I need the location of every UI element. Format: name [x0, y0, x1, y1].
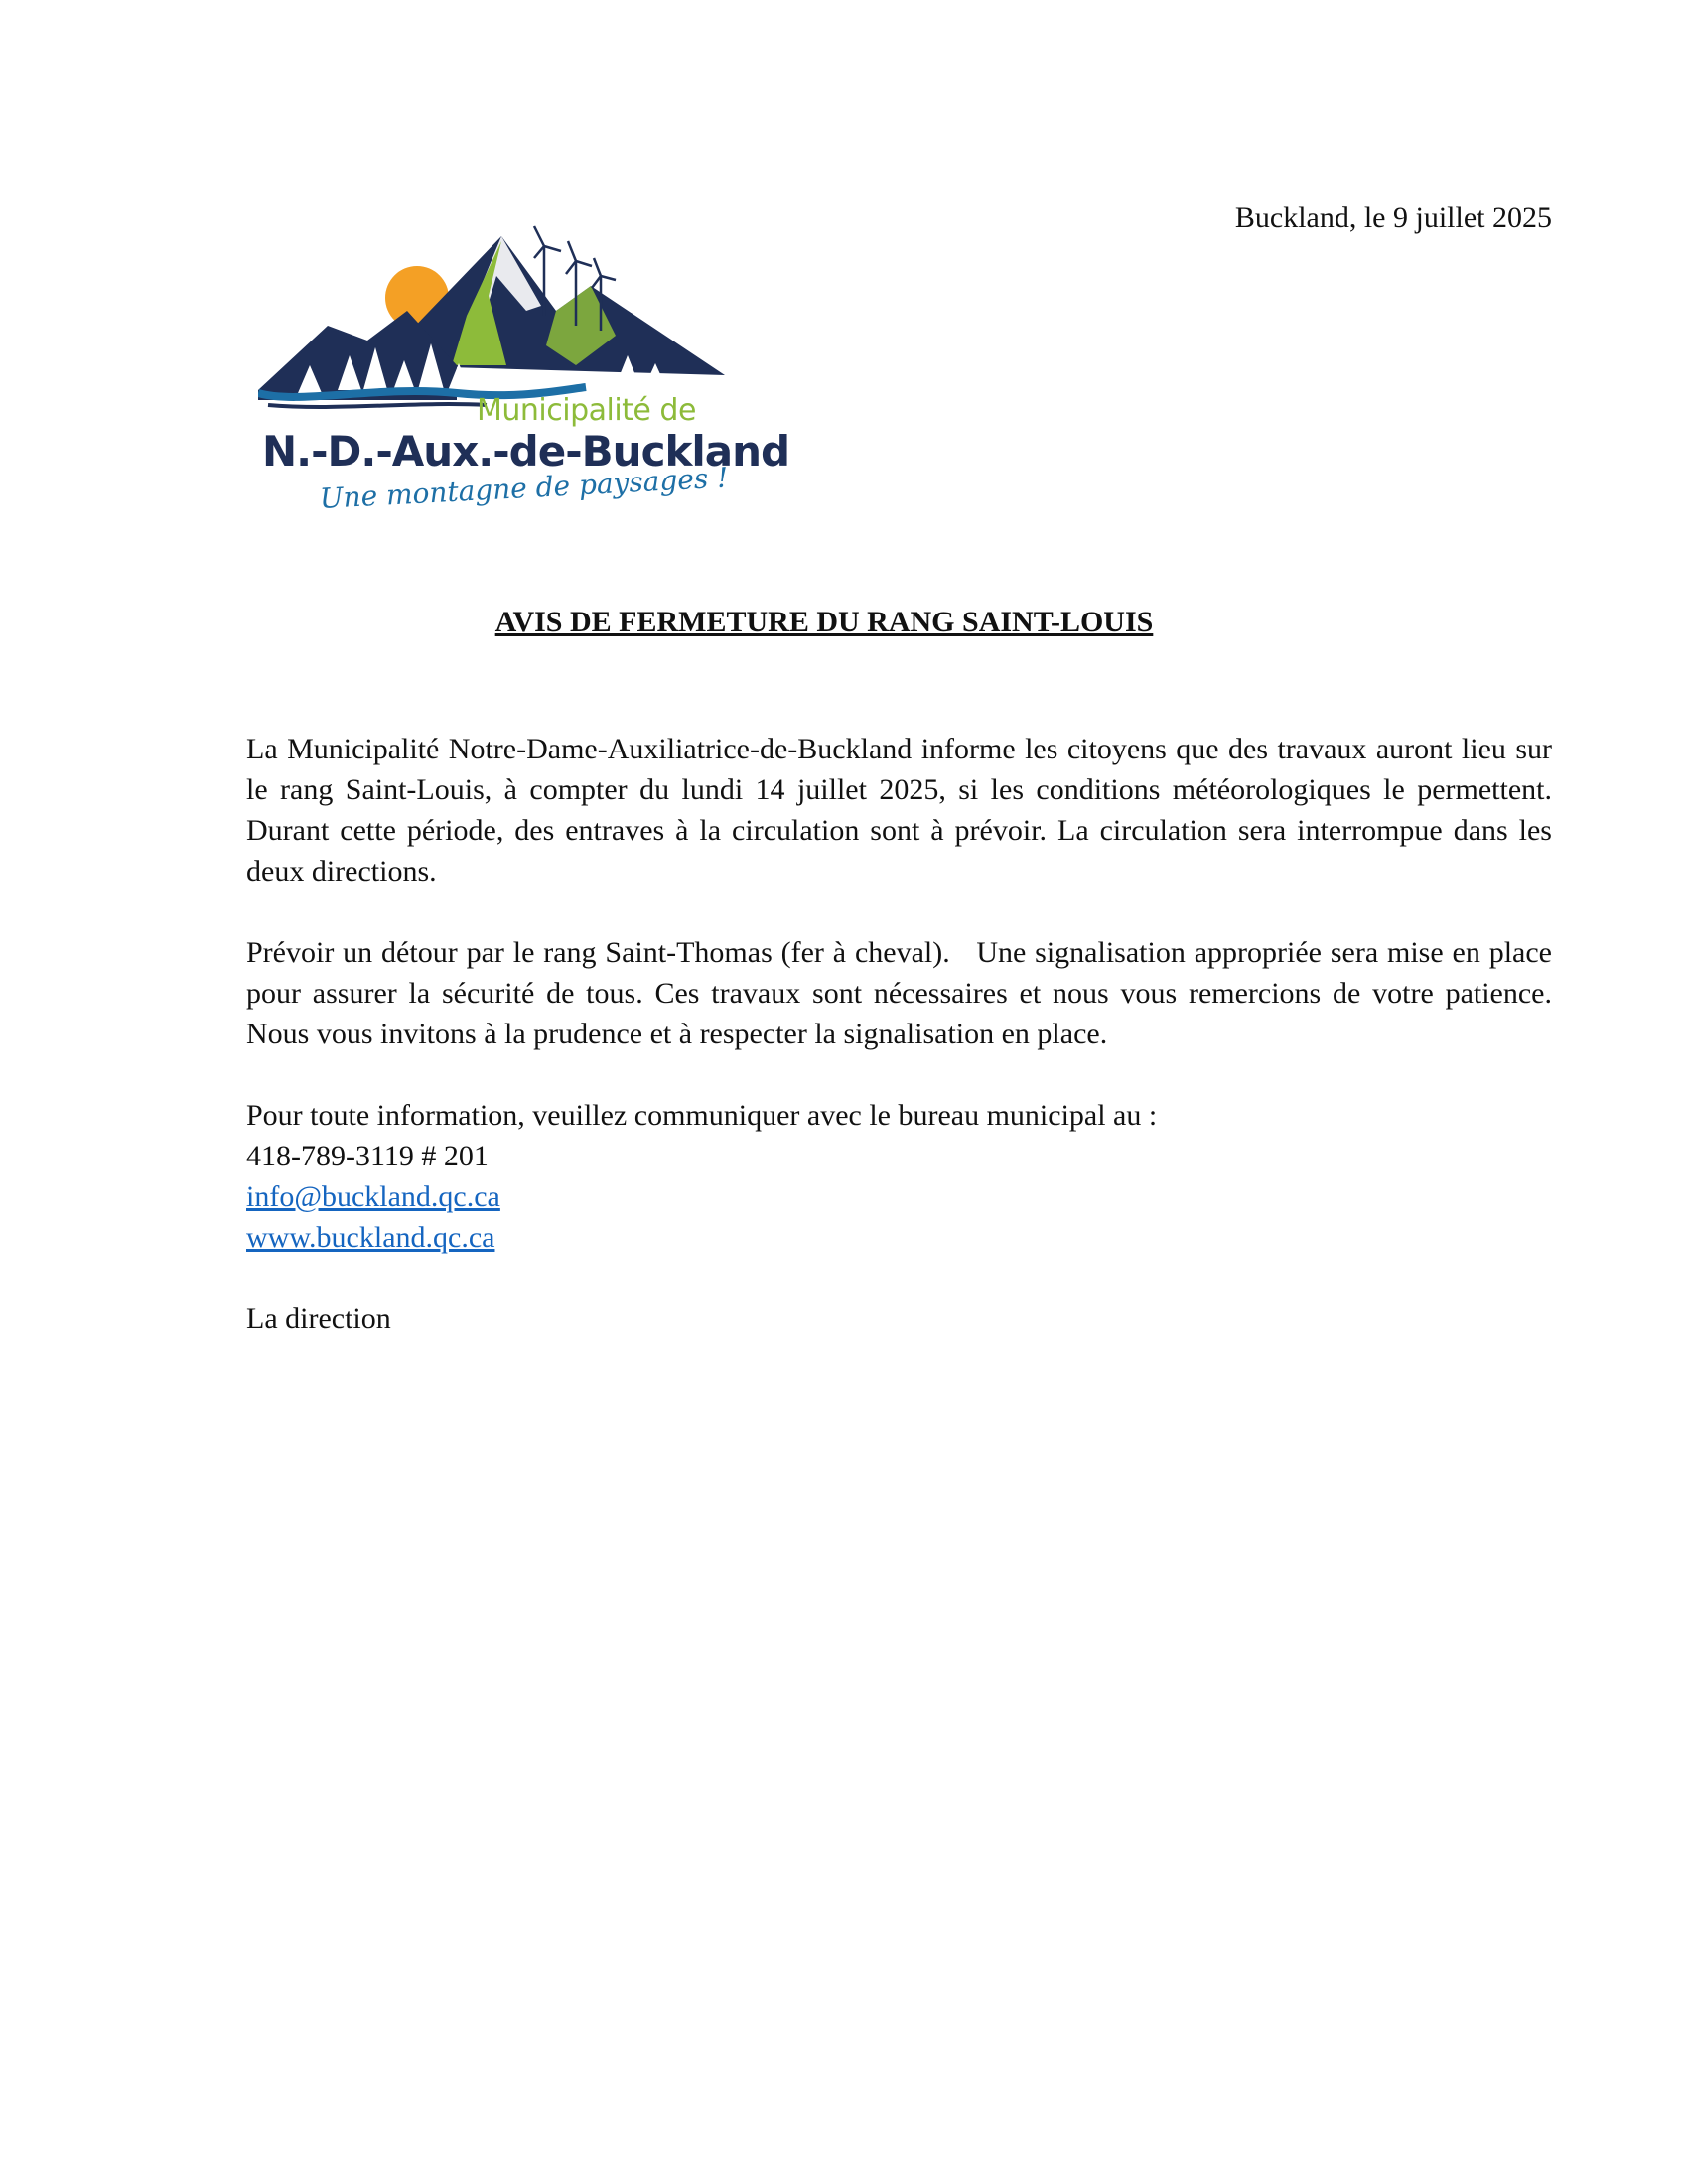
notice-body	[246, 729, 1560, 1380]
letter-date: Buckland, le 9 juillet 2025	[1234, 202, 1552, 234]
logo-name: N.-D.-Aux.-de-Buckland	[262, 427, 790, 476]
notice-paragraph-1: La Municipalité Notre-Dame-Auxiliatrice-de-Buckland informe les citoyens que des travaux auront lieu sur le rang Saint-Louis, à compter du lundi 14 juillet 2025, si les conditions météorologiques le permettent. Durant cette période, des entraves à la circulation sont à prévoir. La circulation sera interrompue dans les deux directions.	[246, 733, 1552, 887]
mountain-logo-icon	[258, 216, 725, 415]
contact-phone: 418-789-3119 # 201	[246, 1140, 489, 1172]
contact-email-link[interactable]: info@buckland.qc.ca	[246, 1180, 500, 1213]
contact-intro: Pour toute information, veuillez communiquer avec le bureau municipal au :	[246, 1099, 1158, 1132]
logo-subtitle: Municipalité de	[477, 393, 696, 428]
municipality-logo	[258, 216, 790, 534]
notice-paragraph-2: Prévoir un détour par le rang Saint-Thomas (fer à cheval). Une signalisation appropriée sera mise en place pour assurer la sécurité de tous. Ces travaux sont nécessaires et nous vous remercions de votre patience. Nous vous invitons à la prudence et à respecter la signalisation en place.	[246, 936, 1560, 1050]
contact-block	[246, 1095, 1552, 1258]
notice-title: AVIS DE FERMETURE DU RANG SAINT-LOUIS	[494, 606, 1154, 638]
logo-tagline: Une montagne de paysages !	[319, 461, 730, 515]
signature: La direction	[246, 1302, 391, 1335]
contact-website-link[interactable]: www.buckland.qc.ca	[246, 1221, 495, 1254]
